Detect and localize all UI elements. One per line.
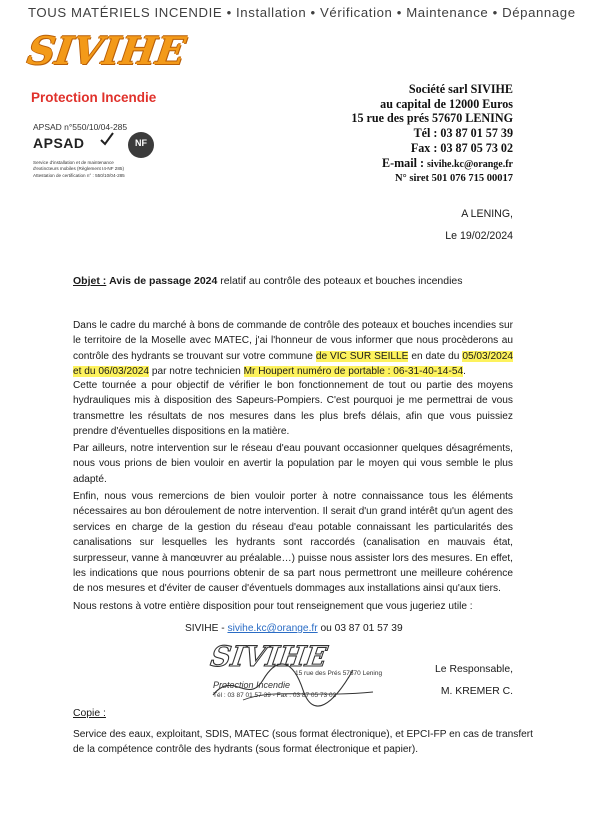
apsad-code: APSAD n°550/10/04-285	[33, 122, 128, 132]
letter-subject	[73, 275, 463, 287]
copy-recipients: Service des eaux, exploitant, SDIS, MATEC (sous format électronique), et EPCI-FP en cas de transfert de la compétence contrôle des hydrants (sous format électronique et papier).	[73, 729, 533, 756]
apsad-description-line: Attestation de certification n° : 550/10/04-285	[33, 172, 125, 178]
logo-subtitle: Protection Incendie	[31, 90, 157, 105]
stamp-phone: Tél : 03 87 01 57 39 - Fax : 03 87 05 73 02	[213, 692, 337, 699]
email-address: sivihe.kc@orange.fr	[427, 158, 513, 170]
logo-wordmark: SIVIHE	[24, 28, 189, 73]
paragraph-inconvenience: Par ailleurs, notre intervention sur le réseau d'eau pouvant occasionner quelques désagréments, nous vous prions de bien vouloir en avertir la population par le moyen qui vous semble le plus adapté.	[73, 443, 513, 485]
paragraph-text: en date du	[408, 350, 463, 362]
subject-title: Avis de passage 2024	[109, 275, 218, 287]
checkmark-icon	[99, 131, 115, 147]
company-email	[351, 156, 513, 173]
stamp-subtitle: Protection Incendie	[213, 680, 291, 690]
paragraph-text: Dans le cadre du marché à bons de commande de contrôle des poteaux et bouches incendies sur le territoire de la Moselle avec MATEC, j'ai l'honneur de vous informer que nous procèderons au contrôle des hydrants se trouvant sur votre commune	[73, 320, 513, 362]
company-address-block	[351, 82, 513, 187]
certification-logos	[33, 135, 183, 185]
apsad-description	[33, 160, 183, 179]
signatory-name: M. KREMER C.	[440, 686, 513, 697]
subject-rest: relatif au contrôle des poteaux et bouches incendies	[217, 275, 463, 287]
company-logo	[24, 28, 189, 120]
company-capital: au capital de 12000 Euros	[380, 96, 513, 111]
highlight-technician: Mr Houpert numéro de portable : 06-31-40-14-54	[243, 366, 464, 378]
paragraph-thanks: Enfin, nous vous remercions de bien vouloir porter à notre connaissance tous les éléments nécessaires au bon déroulement de notre intervention. Il serait d'un grand intérêt qu'un agent des services en charge de la gestion du réseau d'eau potable connaissant les particularités des canalisations sur lesquelles les hydrants sont raccordés (canalisation en mauvais état, surpresseur, vanne à manœuvrer au préalable…) puisse nous assister lors des mesures. En effet, les indications que nous pourrions obtenir de sa part nous permettront une meilleure cohérence de nos mesures et d'éviter de causer d'éventuels dommages aux installations ainsi qu'aux tiers.	[73, 491, 513, 595]
nf-logo: NF	[128, 132, 154, 158]
copy-label: Copie :	[73, 708, 106, 719]
highlight-dates: 05/03/2024 et du 06/03/2024	[73, 350, 514, 378]
contact-email-link[interactable]: sivihe.kc@orange.fr	[227, 623, 318, 634]
highlight-commune: de VIC SUR SEILLE	[315, 350, 409, 362]
contact-name: SIVIHE -	[185, 623, 228, 634]
paragraph-text: .	[463, 366, 466, 378]
handwritten-signature	[203, 650, 383, 710]
paragraph-text: par notre technicien	[149, 366, 244, 378]
company-siret: N° siret 501 076 715 00017	[394, 173, 513, 185]
email-label: E-mail :	[382, 155, 424, 170]
header-banner: TOUS MATÉRIELS INCENDIE • Installation • Vérification • Maintenance • Dépannage	[28, 5, 576, 20]
paragraph-intro	[73, 318, 513, 380]
letter-place: A LENING,	[461, 208, 513, 220]
apsad-description-line: Service d'installation et de maintenance	[33, 160, 114, 165]
paragraph-objective: Cette tournée a pour objectif de vérifier le bon fonctionnement de tout ou partie des moyens hydrauliques mis à disposition des Sapeurs-Pompiers. C'est pourquoi je me permettrai de vous transmettre les résultats de nos mesures dans les plus brefs délais, afin que vous puissiez prendre d'éventuelles dispositions en la matière.	[73, 380, 513, 438]
company-name: Société sarl SIVIHE	[408, 82, 513, 96]
paragraph-closing: Nous restons à votre entière disposition pour tout renseignement que vous jugeriez utile :	[73, 601, 473, 612]
signatory-role: Le Responsable,	[435, 664, 513, 675]
contact-phone: ou 03 87 01 57 39	[317, 623, 403, 634]
stamp-address: 15 rue des Prés 57670 Lening	[295, 670, 383, 677]
company-fax: Fax : 03 87 05 73 02	[410, 140, 513, 155]
stamp-wordmark: SIVIHE	[208, 640, 330, 673]
apsad-description-line: d'extincteurs mobiles (Règlement I4-NF 285)	[33, 166, 125, 172]
subject-label: Objet :	[73, 275, 107, 287]
company-phone: Tél : 03 87 01 57 39	[413, 126, 513, 141]
apsad-logo: APSAD	[33, 135, 85, 151]
company-address: 15 rue des prés 57670 LENING	[351, 111, 513, 126]
letter-date: Le 19/02/2024	[445, 230, 513, 242]
contact-line	[185, 623, 403, 634]
